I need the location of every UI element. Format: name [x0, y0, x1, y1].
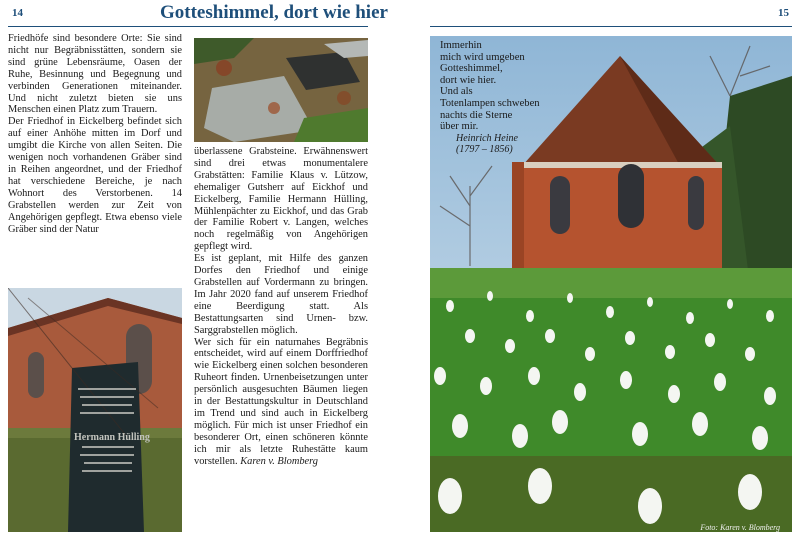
header-rule-right	[430, 26, 792, 27]
poem-author-dates: (1797 – 1856)	[456, 144, 513, 156]
header-rule-left	[8, 26, 368, 27]
page-number-left: 14	[12, 7, 23, 19]
poem-quote	[440, 40, 540, 156]
photo-credit: Foto: Karen v. Blomberg	[700, 523, 780, 532]
photo-grave-slabs	[194, 38, 368, 142]
poem-line: Und als	[440, 86, 473, 98]
photo-church-tombstone	[8, 288, 182, 532]
poem-line: über mir.	[440, 121, 479, 133]
paragraph-location: Der Friedhof in Eickelberg befindet sich auf einer Anhöhe mitten im Dorf und umgibt die Kirche von allen Seiten. Die wenigen noch vorhandenen Gräber sind in Reihen angeordnet, und der Friedhof hat verschiedene Bereiche, je nach Wohnort des Verstorbenen. 14 Grabstellen werden zur Zeit von Angehörigen gepflegt. Etwa ebenso viele Gräber sind der Natur	[8, 116, 182, 235]
paragraph-burial-text: Wer sich für ein naturnahes Begräbnis entscheidet, wird auf einem Dorffriedhof wie Eickelberg einen solchen besonderen Ruheort finden. Urnenbeisetzungen unter persönlich ausgesuchten Bäumen liegen in der Bestattungskultur in Deutschland im Trend und sind auch in Eickelberg möglich. Für mich ist unser Friedhof ein besonderer Ort, einen schöneren könnte ich mir als letzte Ruhestätte kaum vorstellen.	[194, 336, 368, 467]
page-title: Gotteshimmel, dort wie hier	[160, 2, 388, 23]
poem-line: Totenlampen schweben	[440, 97, 540, 109]
poem-line: dort wie hier.	[440, 74, 497, 86]
paragraph-plans: Es ist geplant, mit Hilfe des ganzen Dorfes den Friedhof und einige Grabstellen auf Vordermann zu bringen. Im Jahr 2020 fand auf unserem Friedhof eine Beerdigung statt. Als Bestattungsarten sind Urnen- bzw. Sarggrabstellen möglich.	[194, 253, 368, 336]
poem-line: nachts die Sterne	[440, 109, 513, 121]
tombstone-lettering: Hermann Hülling	[74, 432, 150, 443]
paragraph-intro: Friedhöfe sind besondere Orte: Sie sind nicht nur Begräbnisstätten, sondern sie sind grüne Lebensräume, Oasen der Ruhe, Besinnung und Begegnung und verbinden Generationen miteinander. Und nicht zuletzt bieten sie uns Menschen einen Platz zum Trauern.	[8, 33, 182, 116]
paragraph-burial	[194, 337, 368, 468]
text-column-1	[8, 33, 182, 235]
poem-line: Gotteshimmel,	[440, 63, 503, 75]
paragraph-graves: überlassene Grabsteine. Erwähnenswert sind drei etwas monumentalere Grabstätten: Familie Klaus v. Lützow, ehemaliger Gutsherr auf Eickhof und Eickelberg, Familie Hermann Hülling, Mühlenpächter zu Eickhof, und das Grab der Familie Robert v. Langen, welches noch regelmäßig von Angehörigen gepflegt wird.	[194, 146, 368, 253]
page-number-right: 15	[778, 7, 789, 19]
poem-line: mich wird umgeben	[440, 51, 525, 63]
poem-line: Immerhin	[440, 40, 482, 51]
text-column-2	[194, 146, 368, 467]
poem-author: Heinrich Heine	[456, 132, 518, 144]
author-signature: Karen v. Blomberg	[240, 455, 319, 467]
